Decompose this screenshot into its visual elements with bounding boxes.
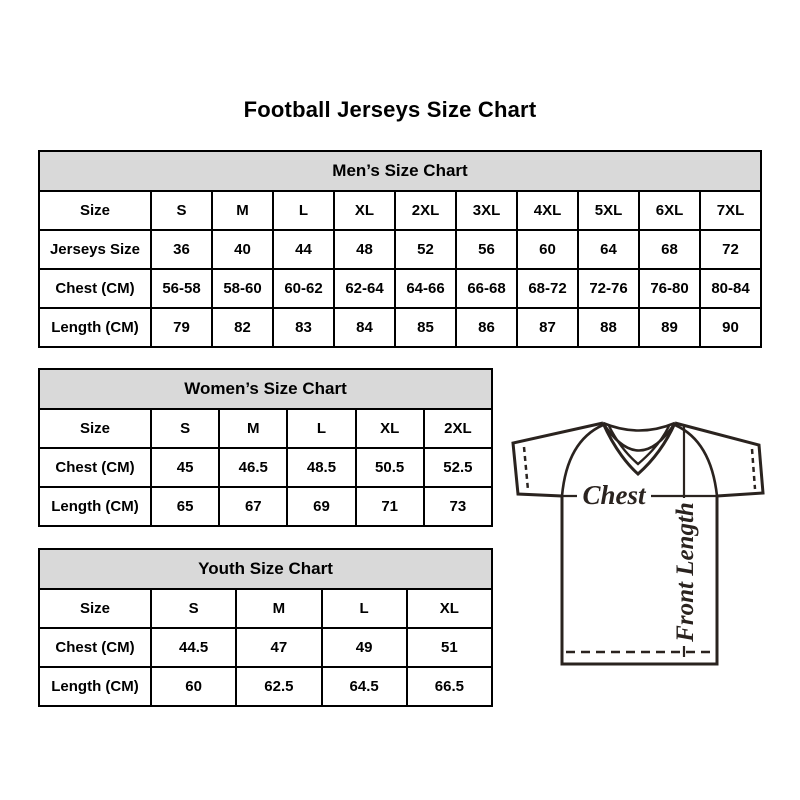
header-cell: 2XL — [395, 191, 456, 230]
data-cell: 76-80 — [639, 269, 700, 308]
header-cell: Jerseys Size — [39, 230, 151, 269]
data-cell: 62-64 — [334, 269, 395, 308]
header-cell: Length (CM) — [39, 308, 151, 347]
table-row — [39, 487, 492, 526]
data-cell: 60 — [151, 667, 236, 706]
data-cell: 72-76 — [578, 269, 639, 308]
data-cell: 68-72 — [517, 269, 578, 308]
left-cuff-dashed-line — [524, 447, 528, 490]
jersey-diagram-svg — [503, 398, 778, 673]
data-cell: 45 — [151, 448, 219, 487]
data-cell: 67 — [219, 487, 287, 526]
table-row — [39, 448, 492, 487]
header-cell: 2XL — [424, 409, 492, 448]
header-cell: Chest (CM) — [39, 628, 151, 667]
header-cell: S — [151, 191, 212, 230]
data-cell: 60-62 — [273, 269, 334, 308]
data-cell: 66.5 — [407, 667, 492, 706]
data-cell: 44 — [273, 230, 334, 269]
data-cell: 71 — [356, 487, 424, 526]
table-title: Women’s Size Chart — [39, 369, 492, 409]
data-cell: 88 — [578, 308, 639, 347]
data-cell: 52 — [395, 230, 456, 269]
front-length-label: Front Length — [672, 502, 699, 642]
data-cell: 68 — [639, 230, 700, 269]
womens-size-table — [38, 368, 493, 527]
data-cell: 44.5 — [151, 628, 236, 667]
data-cell: 89 — [639, 308, 700, 347]
chest-label: Chest — [582, 480, 646, 510]
mens-size-table — [38, 150, 762, 348]
data-cell: 85 — [395, 308, 456, 347]
header-cell: 6XL — [639, 191, 700, 230]
table-title: Men’s Size Chart — [39, 151, 761, 191]
data-cell: 56-58 — [151, 269, 212, 308]
data-cell: 49 — [322, 628, 407, 667]
youth-size-table — [38, 548, 493, 707]
header-cell: 3XL — [456, 191, 517, 230]
data-cell: 87 — [517, 308, 578, 347]
data-cell: 83 — [273, 308, 334, 347]
table-row — [39, 409, 492, 448]
header-cell: Chest (CM) — [39, 269, 151, 308]
header-cell: M — [219, 409, 287, 448]
header-cell: Length (CM) — [39, 487, 151, 526]
data-cell: 64-66 — [395, 269, 456, 308]
header-cell: L — [322, 589, 407, 628]
jersey-measurement-diagram — [503, 398, 778, 673]
header-cell: M — [236, 589, 321, 628]
data-cell: 48 — [334, 230, 395, 269]
header-cell: L — [273, 191, 334, 230]
data-cell: 36 — [151, 230, 212, 269]
page-title: Football Jerseys Size Chart — [243, 97, 537, 122]
data-cell: 56 — [456, 230, 517, 269]
data-cell: 50.5 — [356, 448, 424, 487]
header-cell: M — [212, 191, 273, 230]
header-cell: Chest (CM) — [39, 448, 151, 487]
header-cell: S — [151, 589, 236, 628]
table-row — [39, 269, 761, 308]
data-cell: 52.5 — [424, 448, 492, 487]
header-cell: Size — [39, 589, 151, 628]
data-cell: 51 — [407, 628, 492, 667]
data-cell: 82 — [212, 308, 273, 347]
table-row — [39, 667, 492, 706]
header-cell: Size — [39, 191, 151, 230]
data-cell: 66-68 — [456, 269, 517, 308]
table-row — [39, 230, 761, 269]
data-cell: 86 — [456, 308, 517, 347]
data-cell: 60 — [517, 230, 578, 269]
header-cell: 4XL — [517, 191, 578, 230]
data-cell: 62.5 — [236, 667, 321, 706]
table-row — [39, 589, 492, 628]
data-cell: 40 — [212, 230, 273, 269]
data-cell: 79 — [151, 308, 212, 347]
data-cell: 58-60 — [212, 269, 273, 308]
header-cell: XL — [334, 191, 395, 230]
table-title: Youth Size Chart — [39, 549, 492, 589]
data-cell: 90 — [700, 308, 761, 347]
data-cell: 46.5 — [219, 448, 287, 487]
data-cell: 72 — [700, 230, 761, 269]
header-cell: 5XL — [578, 191, 639, 230]
header-cell: 7XL — [700, 191, 761, 230]
data-cell: 64 — [578, 230, 639, 269]
right-cuff-dashed-line — [752, 449, 755, 489]
jersey-right-sleeve-seam — [675, 425, 717, 496]
data-cell: 69 — [287, 487, 355, 526]
data-cell: 64.5 — [322, 667, 407, 706]
data-cell: 48.5 — [287, 448, 355, 487]
jersey-collar-back-arc — [603, 423, 675, 431]
data-cell: 84 — [334, 308, 395, 347]
header-cell: L — [287, 409, 355, 448]
data-cell: 47 — [236, 628, 321, 667]
header-cell: Length (CM) — [39, 667, 151, 706]
table-row — [39, 191, 761, 230]
table-row — [39, 308, 761, 347]
data-cell: 73 — [424, 487, 492, 526]
header-cell: Size — [39, 409, 151, 448]
data-cell: 65 — [151, 487, 219, 526]
header-cell: XL — [356, 409, 424, 448]
table-row — [39, 628, 492, 667]
header-cell: XL — [407, 589, 492, 628]
data-cell: 80-84 — [700, 269, 761, 308]
header-cell: S — [151, 409, 219, 448]
